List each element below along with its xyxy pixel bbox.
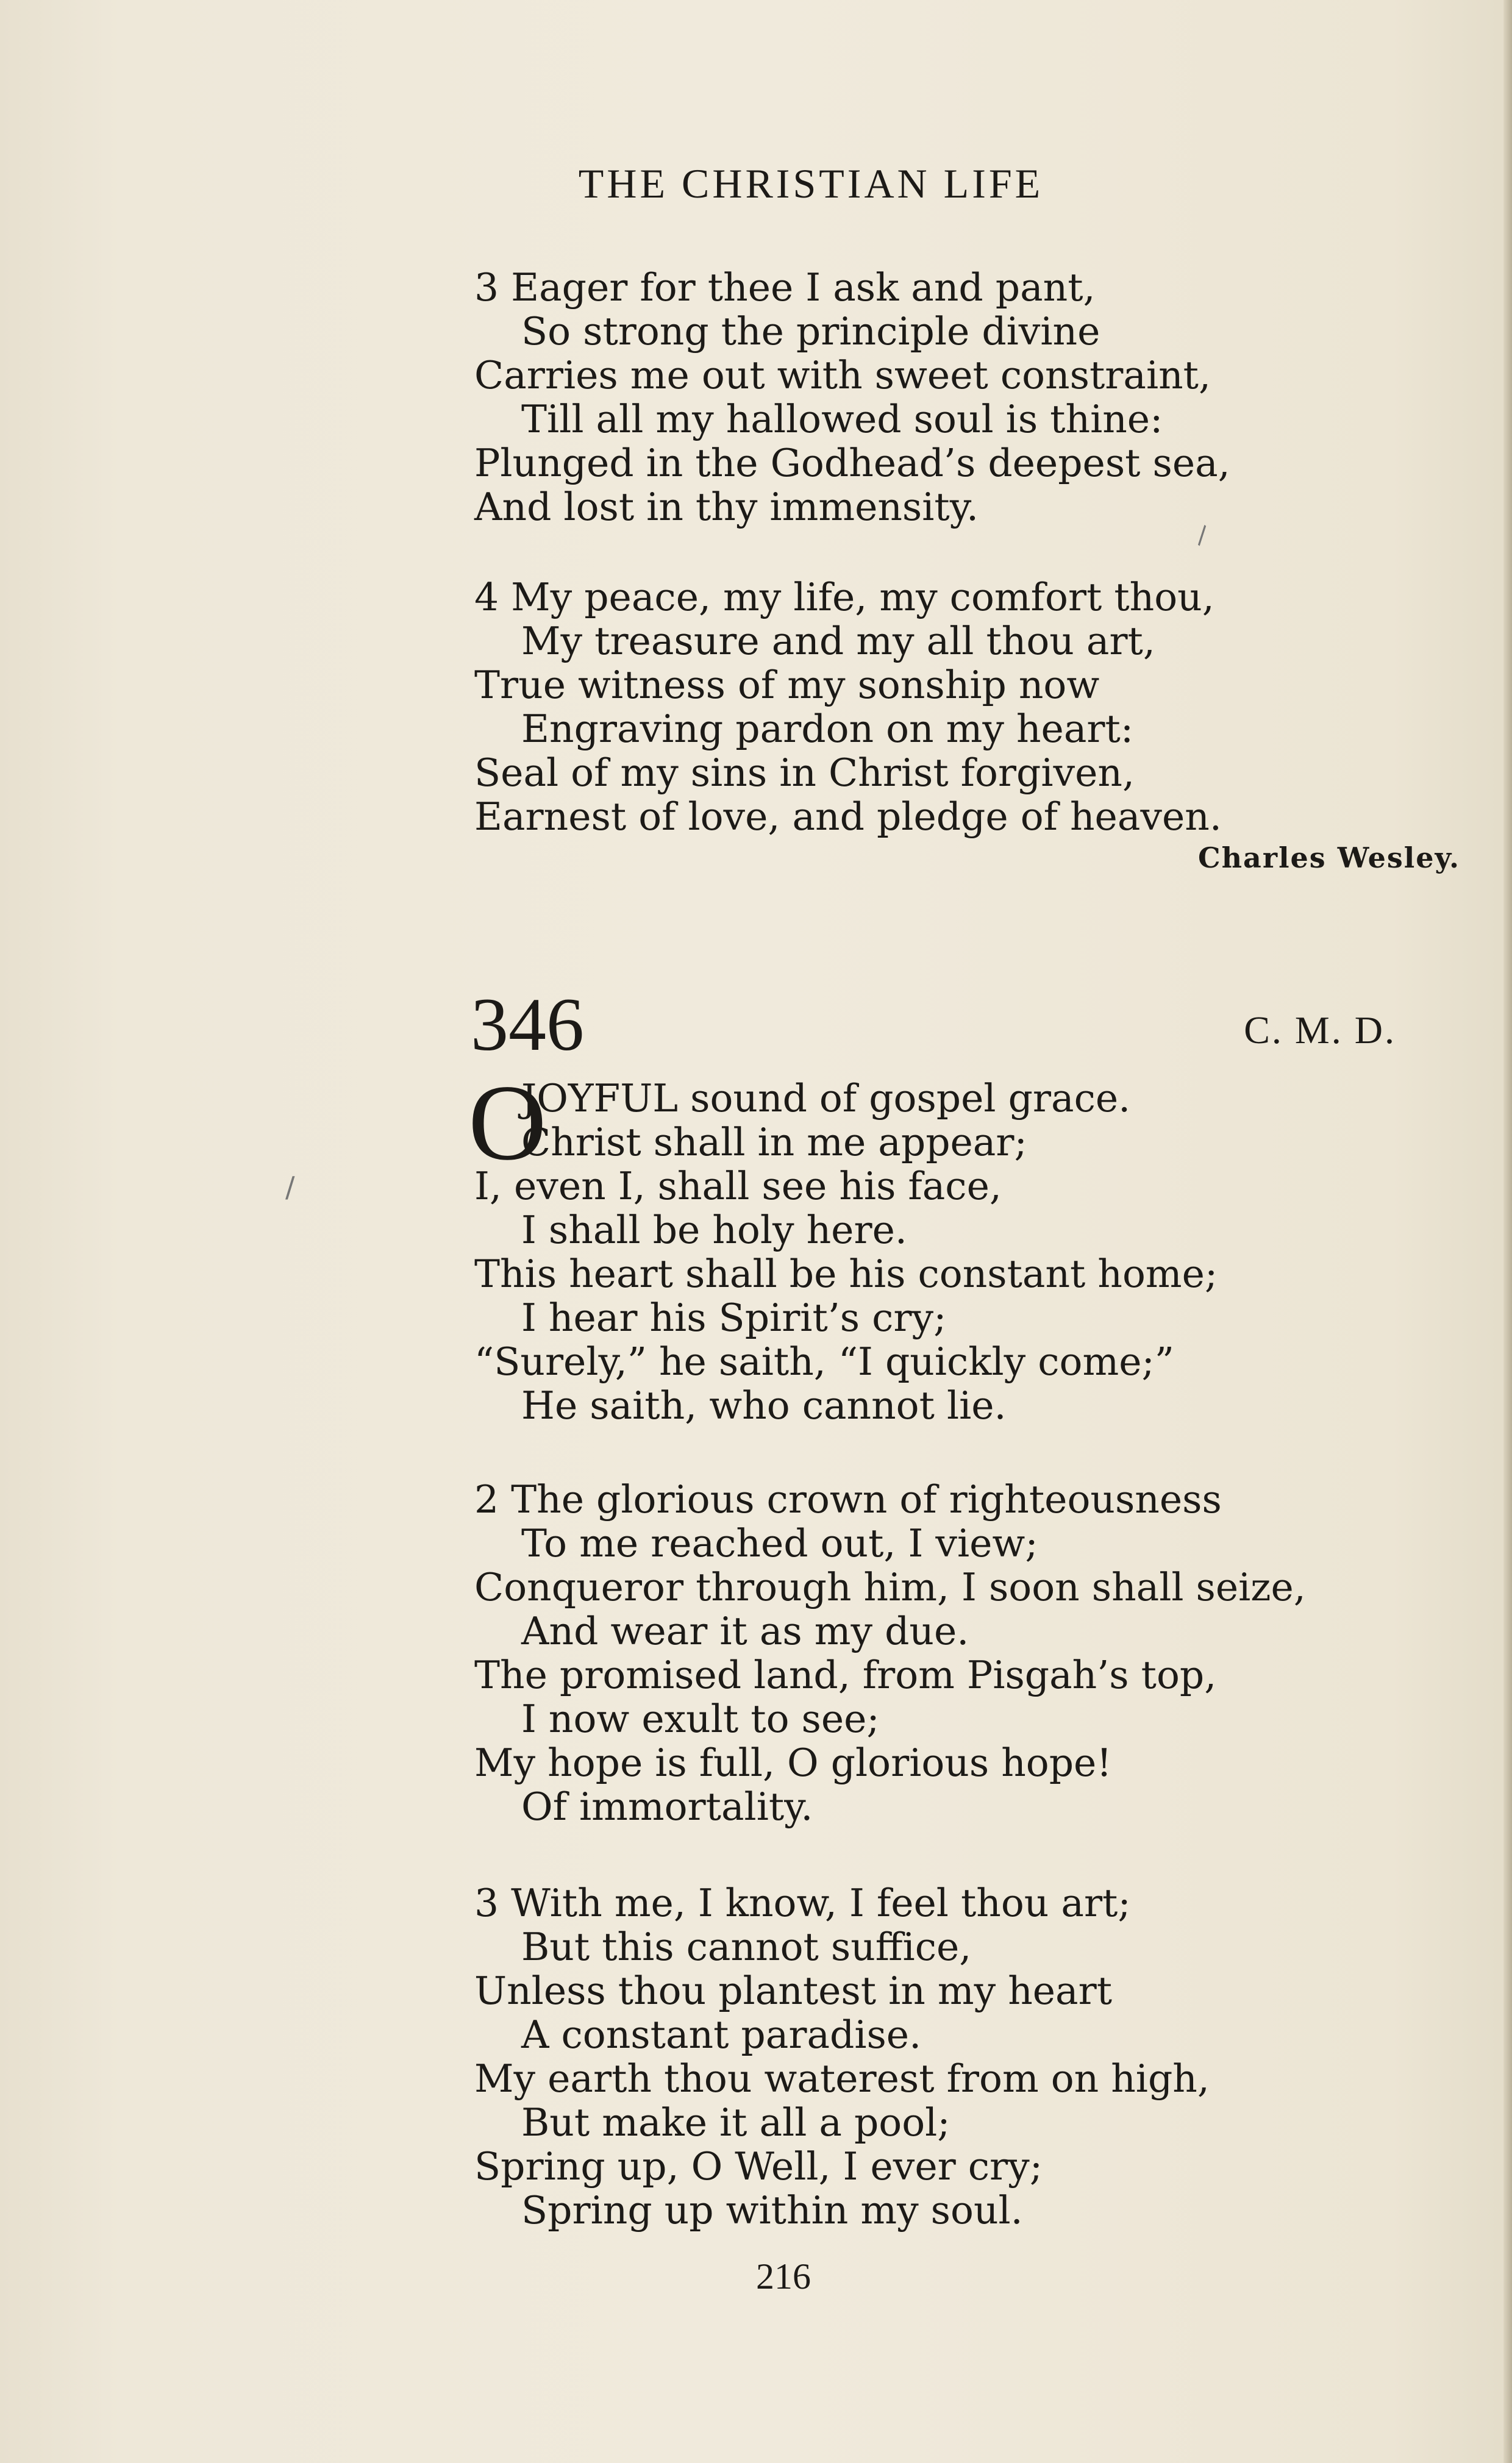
verse-line: My treasure and my all thou art, bbox=[521, 619, 1155, 663]
verse-line: But this cannot suffice, bbox=[521, 1925, 972, 1969]
verse-line: The promised land, from Pisgah’s top, bbox=[474, 1653, 1217, 1697]
author-attribution: Charles Wesley. bbox=[1197, 841, 1460, 874]
verse-line: True witness of my sonship now bbox=[474, 663, 1100, 707]
verse-line: To me reached out, I view; bbox=[521, 1521, 1038, 1566]
verse-line: JOYFUL sound of gospel grace. bbox=[521, 1076, 1131, 1121]
verse-line: And lost in thy immensity. bbox=[474, 485, 979, 529]
drop-cap: O bbox=[468, 1062, 547, 1183]
hymn-number: 346 bbox=[471, 983, 584, 1066]
verse-line: A constant paradise. bbox=[521, 2012, 922, 2057]
verse-line: Engraving pardon on my heart: bbox=[521, 707, 1134, 751]
verse-line: Earnest of love, and pledge of heaven. bbox=[474, 794, 1222, 839]
verse-line: He saith, who cannot lie. bbox=[521, 1383, 1007, 1428]
verse-line: I now exult to see; bbox=[521, 1697, 880, 1741]
verse-line: I, even I, shall see his face, bbox=[474, 1164, 1002, 1208]
verse-line: Plunged in the Godhead’s deepest sea, bbox=[474, 441, 1230, 485]
verse-line: But make it all a pool; bbox=[521, 2100, 950, 2145]
page-gutter bbox=[1503, 0, 1512, 2463]
verse-line: My earth thou waterest from on high, bbox=[474, 2056, 1210, 2101]
verse-line: This heart shall be his constant home; bbox=[474, 1252, 1218, 1296]
stray-mark: \ bbox=[1191, 521, 1214, 549]
verse-line: Seal of my sins in Christ forgiven, bbox=[474, 750, 1135, 795]
verse-line: Carries me out with sweet constraint, bbox=[474, 353, 1211, 397]
verse-line: I hear his Spirit’s cry; bbox=[521, 1296, 947, 1340]
verse-line: And wear it as my due. bbox=[521, 1609, 969, 1653]
verse-line: 4 My peace, my life, my comfort thou, bbox=[474, 575, 1214, 619]
verse-line: My hope is full, O glorious hope! bbox=[474, 1741, 1112, 1785]
hymn-meter: C. M. D. bbox=[1244, 1008, 1396, 1052]
verse-line: Spring up within my soul. bbox=[521, 2188, 1023, 2233]
verse-line: Unless thou plantest in my heart bbox=[474, 1969, 1113, 2013]
stray-mark: / bbox=[285, 1171, 295, 1203]
verse-line: Till all my hallowed soul is thine: bbox=[521, 397, 1163, 441]
verse-line: 3 Eager for thee I ask and pant, bbox=[474, 265, 1096, 310]
running-title: THE CHRISTIAN LIFE bbox=[578, 160, 1044, 207]
verse-line: Christ shall in me appear; bbox=[521, 1120, 1027, 1164]
verse-line: Conqueror through him, I soon shall seize, bbox=[474, 1565, 1306, 1609]
verse-line: 2 The glorious crown of righteousness bbox=[474, 1477, 1222, 1522]
verse-line: “Surely,” he saith, “I quickly come;” bbox=[474, 1339, 1174, 1384]
verse-line: Of immortality. bbox=[521, 1784, 813, 1829]
verse-line: So strong the principle divine bbox=[521, 309, 1100, 354]
verse-line: Spring up, O Well, I ever cry; bbox=[474, 2144, 1043, 2189]
verse-line: I shall be holy here. bbox=[521, 1208, 907, 1252]
page-number: 216 bbox=[756, 2256, 811, 2297]
verse-line: 3 With me, I know, I feel thou art; bbox=[474, 1881, 1131, 1925]
